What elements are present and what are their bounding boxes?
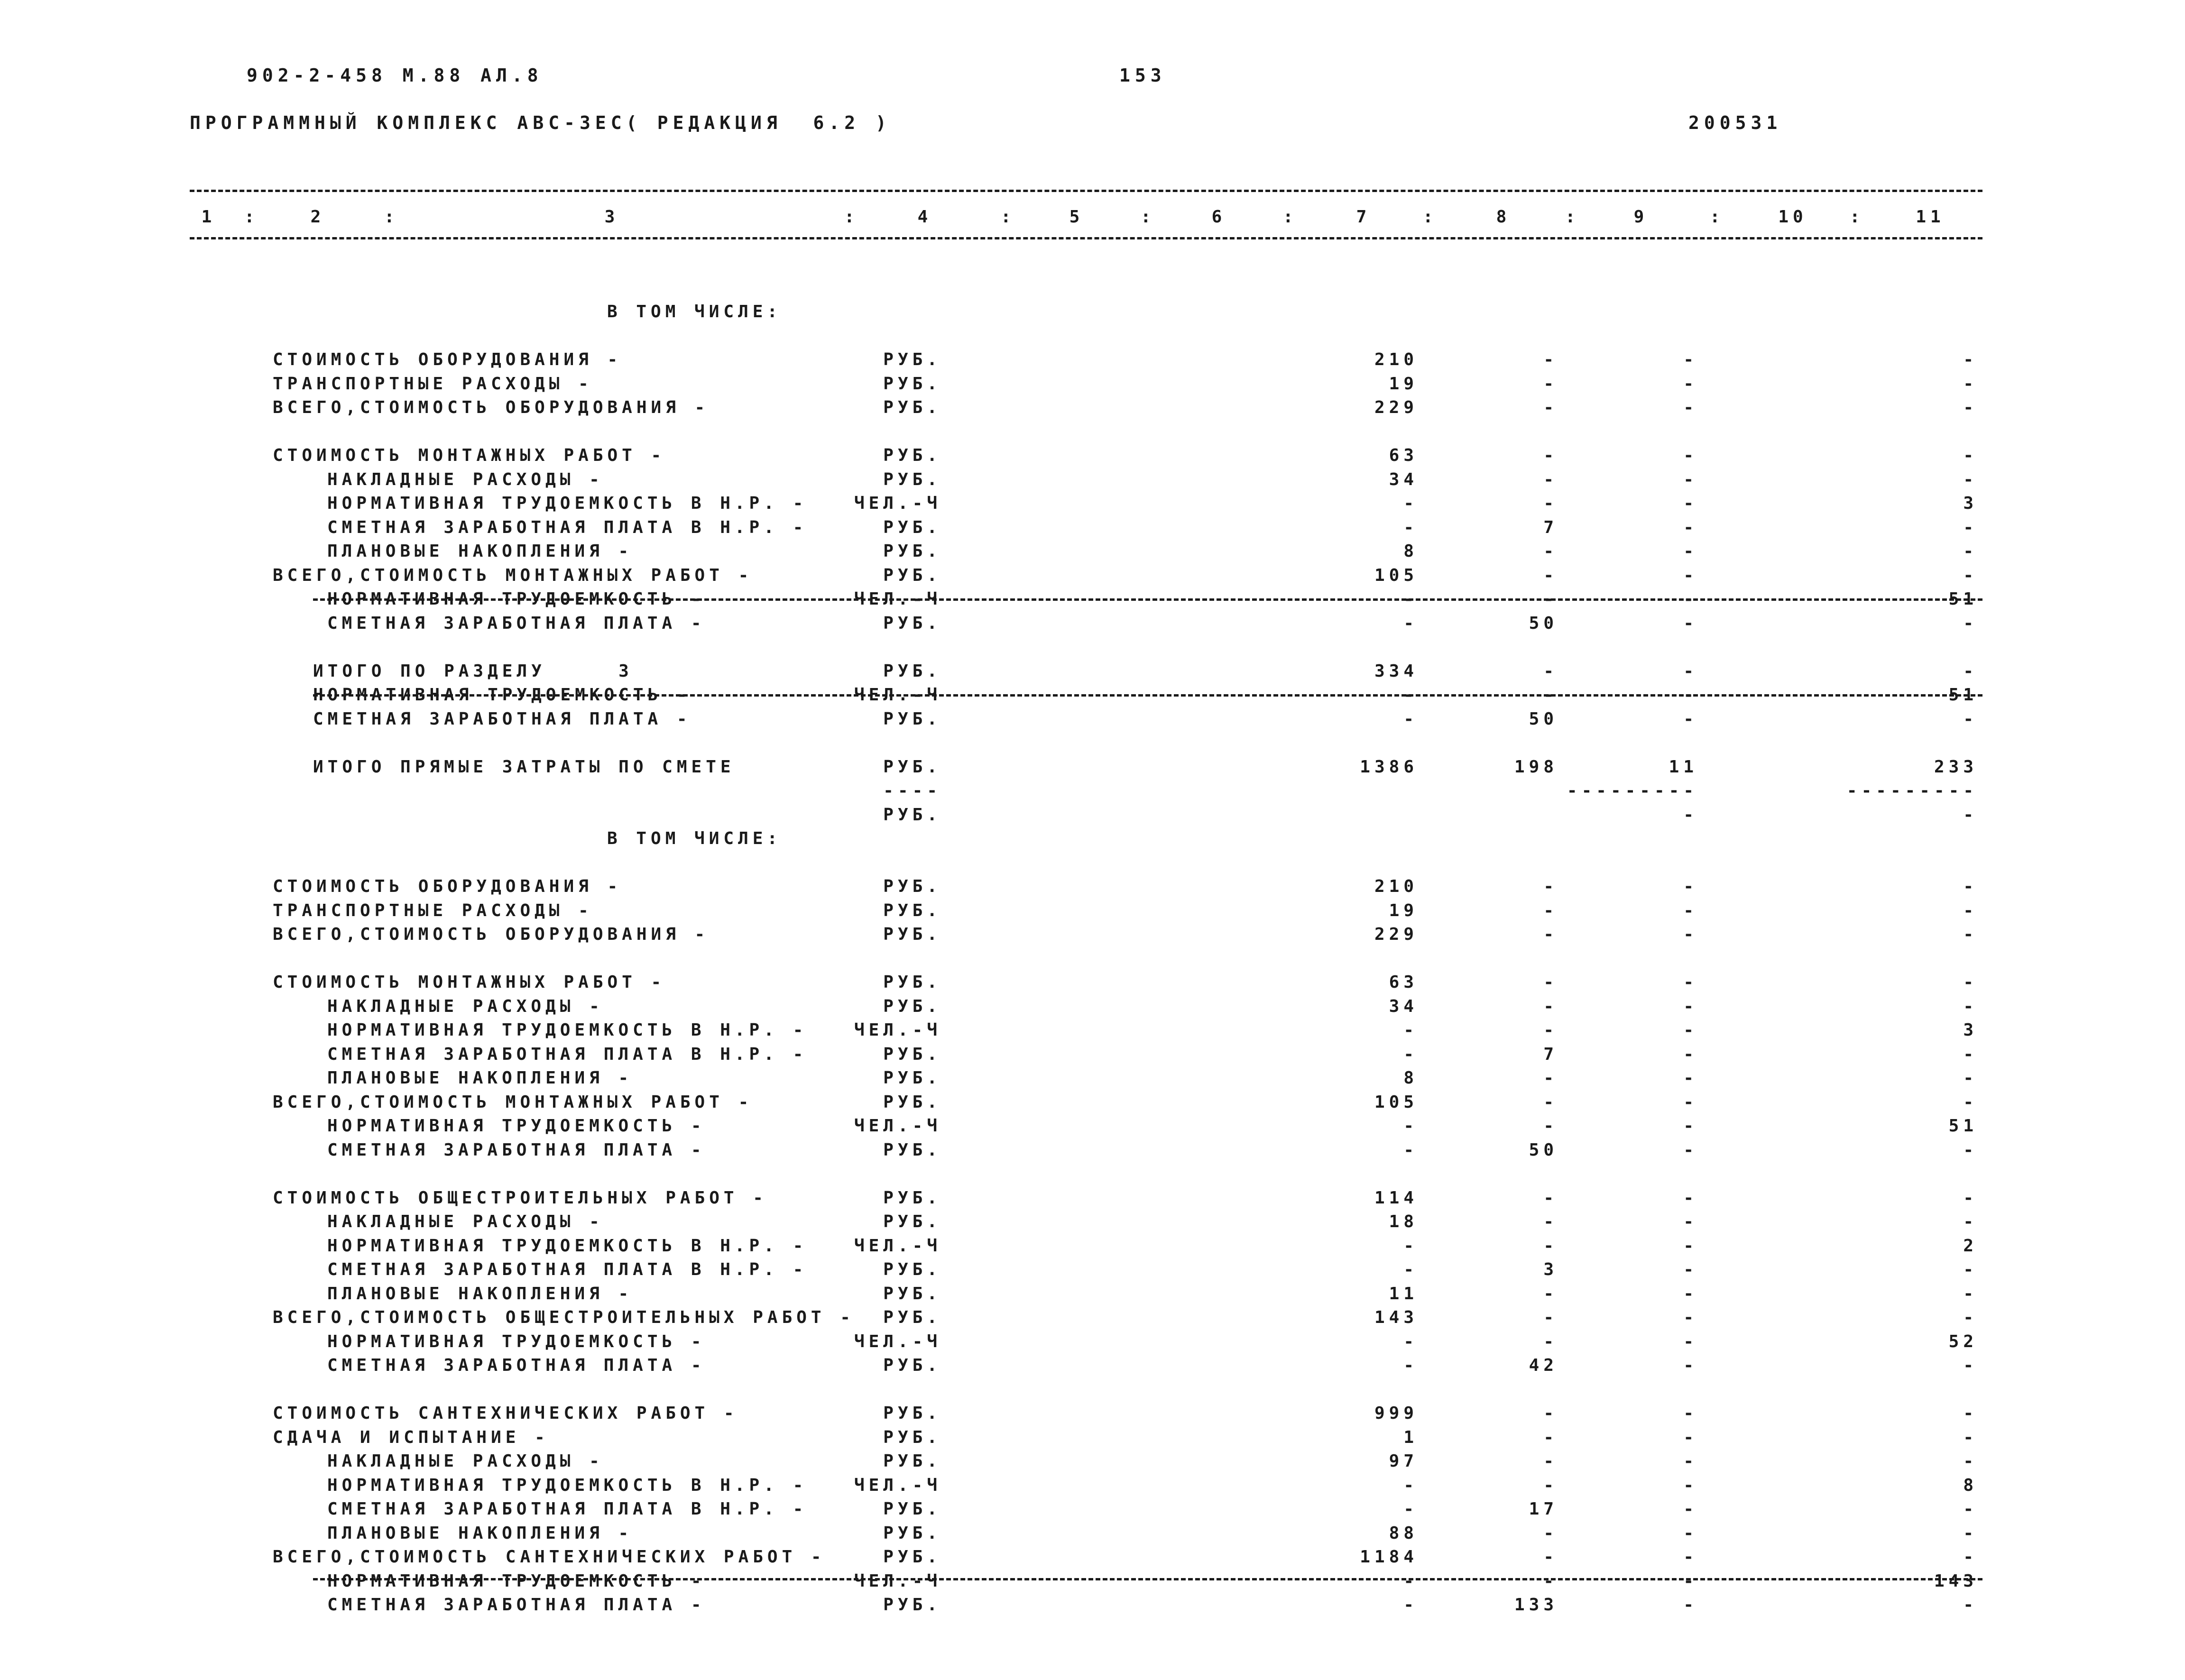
document-code: 200531 <box>1688 112 1782 133</box>
row-label: ИТОГО ПРЯМЫЕ ЗАТРАТЫ ПО СМЕТЕ <box>313 757 735 777</box>
column-9-cell: - <box>1683 1428 1698 1447</box>
unit-cell: ЧЕЛ.-Ч <box>854 1332 941 1351</box>
column-8-cell: - <box>1543 1212 1558 1231</box>
row-label: СМЕТНАЯ ЗАРАБОТНАЯ ПЛАТА В Н.Р. - <box>327 518 808 537</box>
column-9-cell: - <box>1683 1020 1698 1040</box>
row-label: СТОИМОСТЬ ОБОРУДОВАНИЯ - <box>273 350 622 369</box>
row-label: ВСЕГО,СТОИМОСТЬ ОБЩЕСТРОИТЕЛЬНЫХ РАБОТ - <box>273 1308 855 1327</box>
column-9-cell: - <box>1683 805 1698 825</box>
column-9-cell: - <box>1683 877 1698 896</box>
column-11-cell: 51 <box>1948 1116 1978 1136</box>
column-9-cell: - <box>1683 925 1698 944</box>
column-9-cell: - <box>1683 901 1698 920</box>
column-8-cell: - <box>1543 877 1558 896</box>
column-separator: : <box>1423 207 1438 227</box>
row-label: НАКЛАДНЫЕ РАСХОДЫ - <box>327 470 604 489</box>
row-label: ВСЕГО,СТОИМОСТЬ ОБОРУДОВАНИЯ - <box>273 925 710 944</box>
row-label: В ТОМ ЧИСЛЕ: <box>607 829 782 848</box>
column-8-cell: 17 <box>1529 1499 1558 1519</box>
column-separator: : <box>1710 207 1724 227</box>
row-label: НОРМАТИВНАЯ ТРУДОЕМКОСТЬ В Н.Р. - <box>327 1476 808 1495</box>
column-separator: : <box>1001 207 1015 227</box>
column-7-cell: 210 <box>1374 350 1418 369</box>
unit-cell: РУБ. <box>883 518 941 537</box>
column-11-cell: - <box>1963 1524 1978 1543</box>
column-7-cell: 63 <box>1389 973 1418 992</box>
unit-cell: РУБ. <box>883 614 941 633</box>
unit-cell: ЧЕЛ.-Ч <box>854 494 941 513</box>
column-number: 1 <box>201 207 216 227</box>
column-7-cell: - <box>1403 1260 1418 1279</box>
column-11-cell: - <box>1963 1595 1978 1615</box>
column-11-cell: - <box>1963 350 1978 369</box>
column-7-cell: 34 <box>1389 997 1418 1016</box>
column-8-cell: - <box>1543 1188 1558 1208</box>
column-7-cell: 105 <box>1374 1092 1418 1112</box>
column-11-cell: - <box>1963 901 1978 920</box>
unit-cell: ЧЕЛ.-Ч <box>854 589 941 609</box>
column-8-cell: - <box>1543 350 1558 369</box>
unit-cell: РУБ. <box>883 470 941 489</box>
row-label: ТРАНСПОРТНЫЕ РАСХОДЫ - <box>273 901 593 920</box>
unit-cell: РУБ. <box>883 374 941 394</box>
column-9-cell: - <box>1683 1140 1698 1160</box>
column-11-cell: - <box>1963 1547 1978 1567</box>
column-9-cell: - <box>1683 1236 1698 1256</box>
unit-cell: РУБ. <box>883 901 941 920</box>
document-reference: 902-2-458 М.88 АЛ.8 <box>247 65 543 86</box>
column-11-cell: - <box>1963 1499 1978 1519</box>
column-8-cell: - <box>1543 1404 1558 1423</box>
program-edition: ( РЕДАКЦИЯ 6.2 ) <box>626 112 891 133</box>
row-label: ТРАНСПОРТНЫЕ РАСХОДЫ - <box>273 374 593 394</box>
section-separator <box>313 694 1982 697</box>
row-label: НОРМАТИВНАЯ ТРУДОЕМКОСТЬ В Н.Р. - <box>327 494 808 513</box>
unit-cell: РУБ. <box>883 925 941 944</box>
column-9-cell: - <box>1683 997 1698 1016</box>
column-11-cell: - <box>1963 997 1978 1016</box>
row-label: СТОИМОСТЬ САНТЕХНИЧЕСКИХ РАБОТ - <box>273 1404 738 1423</box>
unit-cell: РУБ. <box>883 1284 941 1304</box>
column-7-cell: - <box>1403 1499 1418 1519</box>
column-separator: : <box>844 207 859 227</box>
column-7-cell: 19 <box>1389 901 1418 920</box>
column-11-cell: - <box>1963 446 1978 465</box>
column-8-cell: - <box>1543 1428 1558 1447</box>
column-7-cell: 105 <box>1374 566 1418 585</box>
unit-cell: РУБ. <box>883 1499 941 1519</box>
row-label: ВСЕГО,СТОИМОСТЬ МОНТАЖНЫХ РАБОТ - <box>273 1092 753 1112</box>
column-7-cell: - <box>1403 1595 1418 1615</box>
column-11-cell: - <box>1963 1260 1978 1279</box>
column-11-cell: - <box>1963 1451 1978 1471</box>
unit-cell: ЧЕЛ.-Ч <box>854 1236 941 1256</box>
unit-cell: ЧЕЛ.-Ч <box>854 685 941 705</box>
row-label: НАКЛАДНЫЕ РАСХОДЫ - <box>327 997 604 1016</box>
column-7-cell: 210 <box>1374 877 1418 896</box>
column-number: 5 <box>1069 207 1084 227</box>
column-9-cell: - <box>1683 1356 1698 1375</box>
row-label: ИТОГО ПО РАЗДЕЛУ 3 <box>313 661 633 681</box>
column-8-cell: - <box>1543 997 1558 1016</box>
column-9-cell: - <box>1683 1451 1698 1471</box>
unit-cell: РУБ. <box>883 805 941 825</box>
column-11-cell: - <box>1963 1092 1978 1112</box>
column-9-cell: - <box>1683 1547 1698 1567</box>
unit-cell: РУБ. <box>883 1451 941 1471</box>
column-7-cell: 8 <box>1403 542 1418 561</box>
column-7-cell: - <box>1403 1476 1418 1495</box>
column-9-cell: - <box>1683 589 1698 609</box>
row-label: ПЛАНОВЫЕ НАКОПЛЕНИЯ - <box>327 542 633 561</box>
row-label: НОРМАТИВНАЯ ТРУДОЕМКОСТЬ - <box>327 1571 706 1591</box>
column-11-cell: - <box>1963 1356 1978 1375</box>
column-11-cell: - <box>1963 374 1978 394</box>
unit-cell: РУБ. <box>883 1092 941 1112</box>
row-label: СМЕТНАЯ ЗАРАБОТНАЯ ПЛАТА - <box>327 1356 706 1375</box>
column-11-cell: 52 <box>1948 1332 1978 1351</box>
unit-cell: РУБ. <box>883 446 941 465</box>
column-8-cell: - <box>1543 1020 1558 1040</box>
column-11-cell: 233 <box>1934 757 1978 777</box>
row-label: СДАЧА И ИСПЫТАНИЕ - <box>273 1428 549 1447</box>
unit-cell: РУБ. <box>883 973 941 992</box>
unit-cell: РУБ. <box>883 1428 941 1447</box>
column-9-cell: 11 <box>1669 757 1698 777</box>
column-8-cell: 198 <box>1514 757 1558 777</box>
column-8-cell: - <box>1543 925 1558 944</box>
row-label: СТОИМОСТЬ МОНТАЖНЫХ РАБОТ - <box>273 973 666 992</box>
column-11-cell: - <box>1963 877 1978 896</box>
unit-cell: РУБ. <box>883 398 941 417</box>
column-7-cell: 63 <box>1389 446 1418 465</box>
unit-cell: РУБ. <box>883 1045 941 1064</box>
unit-cell: РУБ. <box>883 1212 941 1231</box>
column-9-cell: - <box>1683 1595 1698 1615</box>
unit-cell: РУБ. <box>883 709 941 729</box>
unit-cell: ЧЕЛ.-Ч <box>854 1571 941 1591</box>
column-9-cell: - <box>1683 1476 1698 1495</box>
column-7-cell: 143 <box>1374 1308 1418 1327</box>
column-8-cell: 3 <box>1543 1260 1558 1279</box>
column-11-cell: - <box>1963 661 1978 681</box>
column-9-cell: - <box>1683 1260 1698 1279</box>
column-8-cell: - <box>1543 398 1558 417</box>
column-11-cell: 51 <box>1948 589 1978 609</box>
column-9-cell: - <box>1683 1188 1698 1208</box>
column-9-cell: - <box>1683 398 1698 417</box>
unit-cell: РУБ. <box>883 350 941 369</box>
column-8-cell: - <box>1543 446 1558 465</box>
column-8-cell: - <box>1543 685 1558 705</box>
column-11-cell: - <box>1963 542 1978 561</box>
unit-cell: РУБ. <box>883 1308 941 1327</box>
column-8-cell: - <box>1543 1547 1558 1567</box>
column-9-cell: - <box>1683 1212 1698 1231</box>
column-8-cell: - <box>1543 1571 1558 1591</box>
column-9-cell: - <box>1683 709 1698 729</box>
column-7-cell: 88 <box>1389 1524 1418 1543</box>
column-number: 10 <box>1778 207 1807 227</box>
column-8-cell: - <box>1543 1092 1558 1112</box>
row-label: СМЕТНАЯ ЗАРАБОТНАЯ ПЛАТА В Н.Р. - <box>327 1499 808 1519</box>
row-label: НОРМАТИВНАЯ ТРУДОЕМКОСТЬ - <box>327 1332 706 1351</box>
column-7-cell: 97 <box>1389 1451 1418 1471</box>
column-number: 11 <box>1916 207 1945 227</box>
unit-cell: ЧЕЛ.-Ч <box>854 1116 941 1136</box>
row-label: ВСЕГО,СТОИМОСТЬ МОНТАЖНЫХ РАБОТ - <box>273 566 753 585</box>
column-11-cell: - <box>1963 1284 1978 1304</box>
column-8-cell: 50 <box>1529 709 1558 729</box>
column-11-cell: - <box>1963 1068 1978 1088</box>
column-11-cell: - <box>1963 470 1978 489</box>
column-7-cell: 229 <box>1374 398 1418 417</box>
column-8-cell: - <box>1543 973 1558 992</box>
column-separator: : <box>1565 207 1580 227</box>
column-7-cell: 1386 <box>1360 757 1418 777</box>
row-label: НОРМАТИВНАЯ ТРУДОЕМКОСТЬ - <box>313 685 691 705</box>
column-9-cell: --------- <box>1567 781 1698 800</box>
column-11-cell: - <box>1963 973 1978 992</box>
column-7-cell: 229 <box>1374 925 1418 944</box>
unit-cell: РУБ. <box>883 1068 941 1088</box>
column-7-cell: - <box>1403 1356 1418 1375</box>
section-separator <box>313 598 1982 601</box>
unit-cell: РУБ. <box>883 1356 941 1375</box>
unit-cell: РУБ. <box>883 1524 941 1543</box>
column-8-cell: - <box>1543 566 1558 585</box>
row-label: ВСЕГО,СТОИМОСТЬ САНТЕХНИЧЕСКИХ РАБОТ - <box>273 1547 826 1567</box>
unit-cell: ---- <box>883 781 941 800</box>
column-9-cell: - <box>1683 1284 1698 1304</box>
column-number: 6 <box>1211 207 1226 227</box>
row-label: ПЛАНОВЫЕ НАКОПЛЕНИЯ - <box>327 1068 633 1088</box>
column-11-cell: 8 <box>1963 1476 1978 1495</box>
row-label: НАКЛАДНЫЕ РАСХОДЫ - <box>327 1451 604 1471</box>
column-separator: : <box>244 207 259 227</box>
row-label: СМЕТНАЯ ЗАРАБОТНАЯ ПЛАТА - <box>327 614 706 633</box>
column-9-cell: - <box>1683 1524 1698 1543</box>
column-7-cell: - <box>1403 589 1418 609</box>
row-label: В ТОМ ЧИСЛЕ: <box>607 302 782 321</box>
column-11-cell: - <box>1963 1308 1978 1327</box>
column-9-cell: - <box>1683 1092 1698 1112</box>
column-9-cell: - <box>1683 1068 1698 1088</box>
unit-cell: РУБ. <box>883 1547 941 1567</box>
column-9-cell: - <box>1683 470 1698 489</box>
column-8-cell: - <box>1543 494 1558 513</box>
column-9-cell: - <box>1683 374 1698 394</box>
column-separator: : <box>384 207 399 227</box>
row-label: ПЛАНОВЫЕ НАКОПЛЕНИЯ - <box>327 1524 633 1543</box>
row-label: ВСЕГО,СТОИМОСТЬ ОБОРУДОВАНИЯ - <box>273 398 710 417</box>
column-7-cell: 114 <box>1374 1188 1418 1208</box>
unit-cell: ЧЕЛ.-Ч <box>854 1020 941 1040</box>
column-8-cell: - <box>1543 1524 1558 1543</box>
unit-cell: ЧЕЛ.-Ч <box>854 1476 941 1495</box>
unit-cell: РУБ. <box>883 877 941 896</box>
column-8-cell: - <box>1543 542 1558 561</box>
column-8-cell: 42 <box>1529 1356 1558 1375</box>
unit-cell: РУБ. <box>883 661 941 681</box>
column-11-cell: 51 <box>1948 685 1978 705</box>
page-bottom-rule <box>313 1578 1982 1580</box>
column-separator: : <box>1850 207 1864 227</box>
row-label: НОРМАТИВНАЯ ТРУДОЕМКОСТЬ В Н.Р. - <box>327 1236 808 1256</box>
column-8-cell: - <box>1543 661 1558 681</box>
column-7-cell: 999 <box>1374 1404 1418 1423</box>
column-9-cell: - <box>1683 1116 1698 1136</box>
column-8-cell: - <box>1543 589 1558 609</box>
column-7-cell: - <box>1403 709 1418 729</box>
row-label: СМЕТНАЯ ЗАРАБОТНАЯ ПЛАТА В Н.Р. - <box>327 1260 808 1279</box>
column-8-cell: - <box>1543 1476 1558 1495</box>
column-7-cell: 34 <box>1389 470 1418 489</box>
column-8-cell: 133 <box>1514 1595 1558 1615</box>
column-11-cell: - <box>1963 518 1978 537</box>
unit-cell: РУБ. <box>883 1140 941 1160</box>
column-8-cell: - <box>1543 470 1558 489</box>
column-7-cell: - <box>1403 1116 1418 1136</box>
column-7-cell: - <box>1403 1140 1418 1160</box>
column-11-cell: - <box>1963 925 1978 944</box>
row-label: СТОИМОСТЬ ОБОРУДОВАНИЯ - <box>273 877 622 896</box>
column-9-cell: - <box>1683 518 1698 537</box>
unit-cell: РУБ. <box>883 566 941 585</box>
column-7-cell: 8 <box>1403 1068 1418 1088</box>
unit-cell: РУБ. <box>883 1404 941 1423</box>
column-11-cell: - <box>1963 398 1978 417</box>
column-11-cell: 2 <box>1963 1236 1978 1256</box>
column-9-cell: - <box>1683 1499 1698 1519</box>
column-9-cell: - <box>1683 614 1698 633</box>
column-8-cell: - <box>1543 1236 1558 1256</box>
column-7-cell: - <box>1403 614 1418 633</box>
column-7-cell: 1184 <box>1360 1547 1418 1567</box>
column-9-cell: - <box>1683 542 1698 561</box>
page-number: 153 <box>1119 65 1166 86</box>
column-9-cell: - <box>1683 566 1698 585</box>
unit-cell: РУБ. <box>883 1595 941 1615</box>
column-number: 9 <box>1633 207 1649 227</box>
column-9-cell: - <box>1683 494 1698 513</box>
row-label: НОРМАТИВНАЯ ТРУДОЕМКОСТЬ - <box>327 1116 706 1136</box>
column-8-cell: - <box>1543 1284 1558 1304</box>
row-label: СТОИМОСТЬ ОБЩЕСТРОИТЕЛЬНЫХ РАБОТ - <box>273 1188 767 1208</box>
column-11-cell: - <box>1963 1140 1978 1160</box>
column-7-cell: - <box>1403 685 1418 705</box>
unit-cell: РУБ. <box>883 997 941 1016</box>
column-7-cell: 18 <box>1389 1212 1418 1231</box>
column-7-cell: 334 <box>1374 661 1418 681</box>
column-7-cell: - <box>1403 1332 1418 1351</box>
column-11-cell: - <box>1963 1404 1978 1423</box>
row-label: НОРМАТИВНАЯ ТРУДОЕМКОСТЬ В Н.Р. - <box>327 1020 808 1040</box>
column-9-cell: - <box>1683 1332 1698 1351</box>
column-8-cell: 7 <box>1543 1045 1558 1064</box>
column-7-cell: - <box>1403 494 1418 513</box>
column-8-cell: - <box>1543 1451 1558 1471</box>
column-7-cell: - <box>1403 518 1418 537</box>
table-header-rule <box>190 237 1982 239</box>
column-8-cell: - <box>1543 1116 1558 1136</box>
column-11-cell: 3 <box>1963 494 1978 513</box>
column-7-cell: 1 <box>1403 1428 1418 1447</box>
row-label: СМЕТНАЯ ЗАРАБОТНАЯ ПЛАТА - <box>313 709 691 729</box>
row-label: НОРМАТИВНАЯ ТРУДОЕМКОСТЬ - <box>327 589 706 609</box>
column-11-cell: - <box>1963 1045 1978 1064</box>
row-label: НАКЛАДНЫЕ РАСХОДЫ - <box>327 1212 604 1231</box>
row-label: СМЕТНАЯ ЗАРАБОТНАЯ ПЛАТА - <box>327 1595 706 1615</box>
column-11-cell: - <box>1963 709 1978 729</box>
column-9-cell: - <box>1683 973 1698 992</box>
column-9-cell: - <box>1683 1404 1698 1423</box>
column-number: 2 <box>310 207 325 227</box>
column-9-cell: - <box>1683 446 1698 465</box>
column-8-cell: 7 <box>1543 518 1558 537</box>
unit-cell: РУБ. <box>883 1188 941 1208</box>
row-label: ПЛАНОВЫЕ НАКОПЛЕНИЯ - <box>327 1284 633 1304</box>
unit-cell: РУБ. <box>883 757 941 777</box>
column-7-cell: 11 <box>1389 1284 1418 1304</box>
column-9-cell: - <box>1683 1308 1698 1327</box>
column-separator: : <box>1141 207 1155 227</box>
column-9-cell: - <box>1683 685 1698 705</box>
column-7-cell: - <box>1403 1045 1418 1064</box>
column-11-cell: - <box>1963 805 1978 825</box>
column-number: 3 <box>604 207 619 227</box>
column-8-cell: - <box>1543 1332 1558 1351</box>
column-7-cell: 19 <box>1389 374 1418 394</box>
column-number: 7 <box>1356 207 1371 227</box>
column-7-cell: - <box>1403 1020 1418 1040</box>
column-number: 8 <box>1496 207 1511 227</box>
column-separator: : <box>1283 207 1298 227</box>
column-11-cell: - <box>1963 614 1978 633</box>
column-9-cell: - <box>1683 661 1698 681</box>
column-7-cell: - <box>1403 1236 1418 1256</box>
column-11-cell: - <box>1963 1188 1978 1208</box>
column-11-cell: 143 <box>1934 1571 1978 1591</box>
program-name: ПРОГРАММНЫЙ КОМПЛЕКС АВС-3ЕС <box>190 112 627 133</box>
row-label: СМЕТНАЯ ЗАРАБОТНАЯ ПЛАТА - <box>327 1140 706 1160</box>
column-11-cell: - <box>1963 1428 1978 1447</box>
column-8-cell: - <box>1543 901 1558 920</box>
column-11-cell: --------- <box>1846 781 1978 800</box>
column-9-cell: - <box>1683 1571 1698 1591</box>
column-8-cell: - <box>1543 1308 1558 1327</box>
column-8-cell: - <box>1543 1068 1558 1088</box>
column-8-cell: 50 <box>1529 1140 1558 1160</box>
column-9-cell: - <box>1683 1045 1698 1064</box>
column-11-cell: - <box>1963 566 1978 585</box>
row-label: СТОИМОСТЬ МОНТАЖНЫХ РАБОТ - <box>273 446 666 465</box>
column-8-cell: - <box>1543 374 1558 394</box>
column-11-cell: 3 <box>1963 1020 1978 1040</box>
column-7-cell: - <box>1403 1571 1418 1591</box>
column-8-cell: 50 <box>1529 614 1558 633</box>
table-top-rule <box>190 190 1982 192</box>
row-label: СМЕТНАЯ ЗАРАБОТНАЯ ПЛАТА В Н.Р. - <box>327 1045 808 1064</box>
column-number: 4 <box>917 207 932 227</box>
column-11-cell: - <box>1963 1212 1978 1231</box>
column-9-cell: - <box>1683 350 1698 369</box>
unit-cell: РУБ. <box>883 542 941 561</box>
unit-cell: РУБ. <box>883 1260 941 1279</box>
